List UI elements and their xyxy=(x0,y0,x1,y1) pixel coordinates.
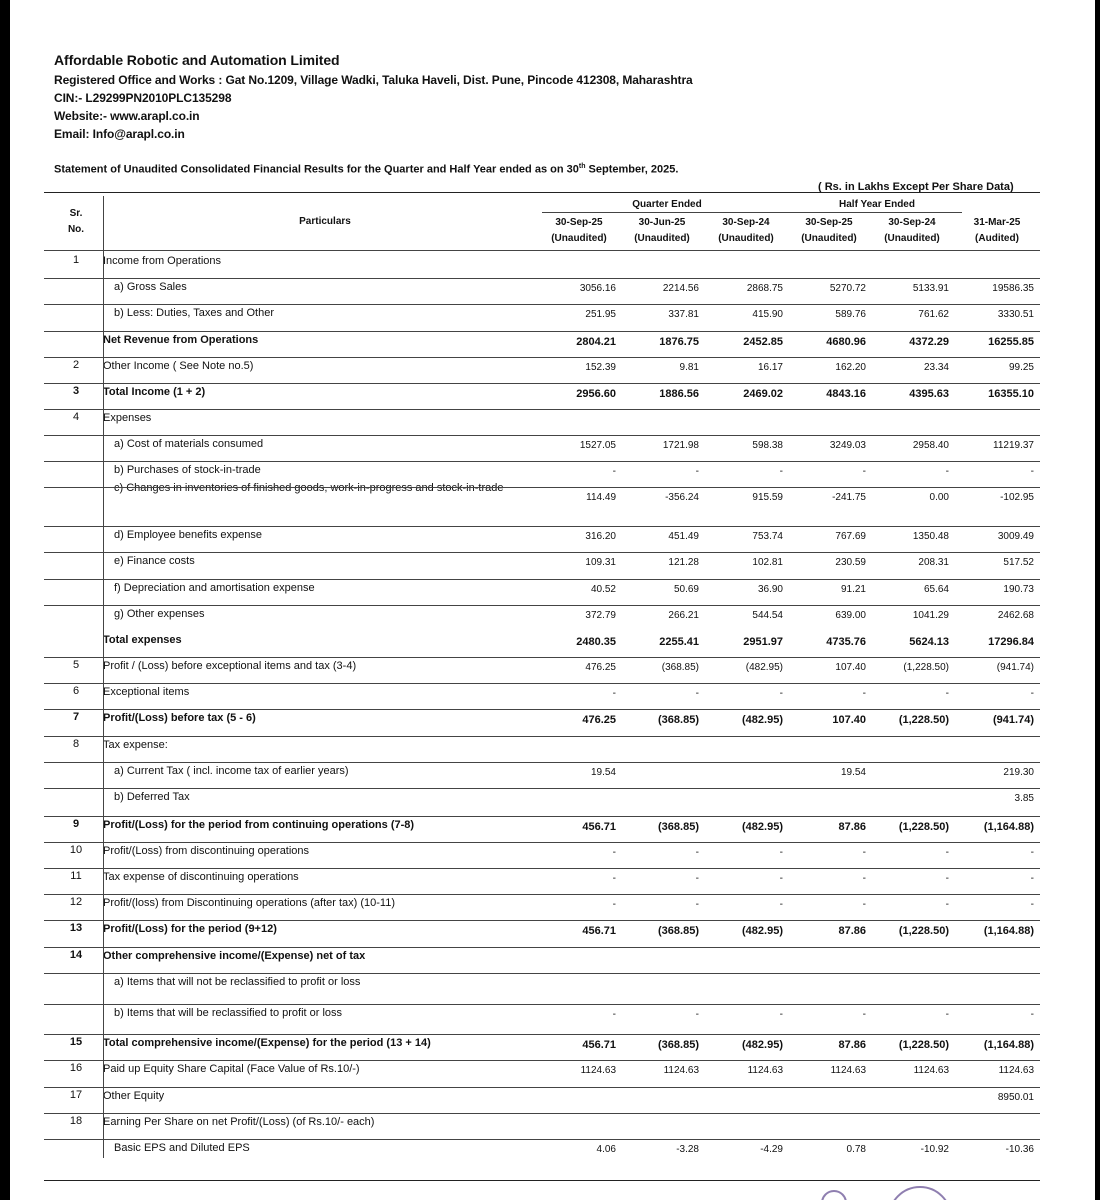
row-value-col-2: 451.49 xyxy=(668,531,699,542)
row-value-col-3: 2469.02 xyxy=(743,388,783,400)
column-header-5 xyxy=(869,215,955,247)
row-value-col-1: - xyxy=(612,466,616,477)
row-value-col-6: 17296.84 xyxy=(988,636,1034,648)
row-value-col-3: 16.17 xyxy=(757,362,783,373)
row-value-col-2: (368.85) xyxy=(658,821,699,833)
row-particulars: Total expenses xyxy=(103,634,182,646)
row-divider xyxy=(44,1004,1040,1005)
row-value-col-6: (1,164.88) xyxy=(983,821,1034,833)
column-header-status: (Unaudited) xyxy=(634,233,690,244)
row-value-col-2: - xyxy=(695,688,699,699)
row-value-col-1: 19.54 xyxy=(590,767,616,778)
row-value-col-5: 1124.63 xyxy=(913,1065,949,1076)
row-value-col-1: 456.71 xyxy=(582,821,616,833)
row-value-col-3: (482.95) xyxy=(745,662,783,673)
row-value-col-5: - xyxy=(945,688,949,699)
row-value-col-5: 1350.48 xyxy=(912,531,949,542)
row-value-col-2: 9.81 xyxy=(679,362,699,373)
row-particulars: b) Items that will be reclassified to profit or loss xyxy=(114,1007,343,1019)
row-value-col-3: (482.95) xyxy=(742,821,783,833)
row-divider xyxy=(44,605,1040,606)
row-value-col-4: - xyxy=(862,899,866,910)
statement-title: Statement of Unaudited Consolidated Financial Results for the Quarter and Half Year ended as on 30th September, 2025. xyxy=(54,163,679,176)
row-value-col-1: 2480.35 xyxy=(576,636,616,648)
row-particulars: Exceptional items xyxy=(103,686,190,698)
row-serial-number: 1 xyxy=(72,254,80,266)
row-value-col-1: - xyxy=(612,688,616,699)
sr-column-divider xyxy=(103,196,104,1158)
row-value-col-2: 337.81 xyxy=(668,309,699,320)
row-serial-number: 13 xyxy=(69,922,83,934)
row-divider xyxy=(44,435,1040,436)
row-value-col-3: 915.59 xyxy=(752,492,783,503)
row-divider xyxy=(44,1139,1040,1140)
row-value-col-3: - xyxy=(779,1009,783,1020)
row-divider xyxy=(44,357,1040,358)
row-value-col-1: 251.95 xyxy=(585,309,616,320)
row-value-col-4: - xyxy=(862,873,866,884)
row-value-col-2: - xyxy=(695,899,699,910)
row-divider xyxy=(44,304,1040,305)
row-particulars: g) Other expenses xyxy=(114,608,205,620)
row-particulars: Total comprehensive income/(Expense) for the period (13 + 14) xyxy=(103,1037,431,1049)
row-value-col-4: - xyxy=(862,847,866,858)
row-value-col-5: 4372.29 xyxy=(909,336,949,348)
row-divider xyxy=(44,709,1040,710)
header-bottom-rule xyxy=(44,250,1040,251)
row-value-col-3: 1124.63 xyxy=(747,1065,783,1076)
row-divider xyxy=(44,868,1040,869)
row-value-col-1: 456.71 xyxy=(582,925,616,937)
row-divider xyxy=(44,762,1040,763)
row-particulars: e) Finance costs xyxy=(114,555,195,567)
row-divider xyxy=(44,816,1040,817)
row-value-col-2: 2255.41 xyxy=(659,636,699,648)
row-value-col-5: - xyxy=(945,1009,949,1020)
row-divider xyxy=(44,894,1040,895)
row-serial-number: 10 xyxy=(69,844,83,856)
row-value-col-1: 2956.60 xyxy=(576,388,616,400)
row-value-col-3: (482.95) xyxy=(742,925,783,937)
row-value-col-6: 16255.85 xyxy=(988,336,1034,348)
quarter-ended-header: Quarter Ended xyxy=(632,199,702,210)
row-value-col-4: 107.40 xyxy=(835,662,866,673)
row-value-col-5: 23.34 xyxy=(923,362,949,373)
group-header-rule xyxy=(542,212,962,213)
column-header-6 xyxy=(954,215,1040,247)
row-serial-number: 4 xyxy=(72,411,80,423)
row-value-col-6: 190.73 xyxy=(1003,584,1034,595)
row-value-col-3: (482.95) xyxy=(742,714,783,726)
row-divider xyxy=(44,1113,1040,1114)
row-value-col-6: 8950.01 xyxy=(997,1092,1034,1103)
row-value-col-5: 65.64 xyxy=(923,584,949,595)
row-particulars: b) Less: Duties, Taxes and Other xyxy=(114,307,274,319)
column-header-date: 30-Sep-24 xyxy=(722,217,770,228)
row-value-col-1: 3056.16 xyxy=(579,283,616,294)
row-value-col-6: 517.52 xyxy=(1003,557,1034,568)
row-value-col-3: - xyxy=(779,899,783,910)
row-value-col-3: 36.90 xyxy=(757,584,783,595)
row-value-col-6: (941.74) xyxy=(996,662,1034,673)
row-particulars: Profit/(Loss) for the period (9+12) xyxy=(103,923,277,935)
row-particulars: Profit/(Loss) before tax (5 - 6) xyxy=(103,712,256,724)
particulars-header: Particulars xyxy=(299,216,351,227)
row-value-col-5: 0.00 xyxy=(929,492,949,503)
row-serial-number: 6 xyxy=(72,685,80,697)
row-value-col-5: 761.62 xyxy=(918,309,949,320)
row-value-col-6: - xyxy=(1030,1009,1034,1020)
row-value-col-3: - xyxy=(779,847,783,858)
row-particulars: Income from Operations xyxy=(103,255,221,267)
row-value-col-5: (1,228.50) xyxy=(903,662,949,673)
row-divider xyxy=(44,552,1040,553)
row-value-col-2: 2214.56 xyxy=(662,283,699,294)
row-value-col-3: 102.81 xyxy=(752,557,783,568)
row-value-col-4: 162.20 xyxy=(835,362,866,373)
row-value-col-1: 476.25 xyxy=(585,662,616,673)
row-serial-number: 14 xyxy=(69,949,83,961)
row-value-col-4: 3249.03 xyxy=(829,440,866,451)
website: Website:- www.arapl.co.in xyxy=(54,109,200,123)
row-value-col-3: -4.29 xyxy=(760,1144,783,1155)
row-serial-number: 8 xyxy=(72,738,80,750)
row-value-col-1: 2804.21 xyxy=(576,336,616,348)
row-value-col-4: - xyxy=(862,1009,866,1020)
row-particulars: Other Equity xyxy=(103,1090,165,1102)
row-serial-number: 3 xyxy=(72,385,80,397)
row-value-col-4: 230.59 xyxy=(835,557,866,568)
row-value-col-2: (368.85) xyxy=(658,1039,699,1051)
column-header-2 xyxy=(619,215,705,247)
row-value-col-1: - xyxy=(612,873,616,884)
row-particulars: c) Changes in inventories of finished goods, work-in-progress and stock-in-trade xyxy=(114,482,504,494)
row-value-col-6: 2462.68 xyxy=(997,610,1034,621)
row-value-col-5: - xyxy=(945,847,949,858)
row-value-col-2: (368.85) xyxy=(658,925,699,937)
row-divider xyxy=(44,526,1040,527)
column-header-1 xyxy=(536,215,622,247)
row-value-col-3: 2452.85 xyxy=(743,336,783,348)
row-value-col-4: 87.86 xyxy=(838,1039,866,1051)
row-value-col-4: 1124.63 xyxy=(830,1065,866,1076)
row-particulars: b) Deferred Tax xyxy=(114,791,190,803)
company-name: Affordable Robotic and Automation Limited xyxy=(54,52,340,68)
row-value-col-3: 753.74 xyxy=(752,531,783,542)
row-serial-number: 18 xyxy=(69,1115,83,1127)
column-header-date: 31-Mar-25 xyxy=(973,217,1021,228)
row-value-col-5: (1,228.50) xyxy=(898,821,949,833)
row-value-col-4: 107.40 xyxy=(832,714,866,726)
row-value-col-3: 598.38 xyxy=(752,440,783,451)
row-serial-number: 15 xyxy=(69,1036,83,1048)
row-value-col-4: - xyxy=(862,466,866,477)
row-particulars: b) Purchases of stock-in-trade xyxy=(114,464,261,476)
row-particulars: Profit / (Loss) before exceptional items and tax (3-4) xyxy=(103,660,357,672)
row-value-col-6: - xyxy=(1030,873,1034,884)
row-particulars: Basic EPS and Diluted EPS xyxy=(114,1142,250,1154)
column-header-date: 30-Sep-25 xyxy=(805,217,853,228)
row-value-col-6: - xyxy=(1030,847,1034,858)
email: Email: Info@arapl.co.in xyxy=(54,127,185,141)
row-value-col-5: 208.31 xyxy=(918,557,949,568)
row-value-col-4: 589.76 xyxy=(835,309,866,320)
row-value-col-3: 544.54 xyxy=(752,610,783,621)
row-value-col-2: - xyxy=(695,1009,699,1020)
row-value-col-6: 219.30 xyxy=(1003,767,1034,778)
row-value-col-6: 16355.10 xyxy=(988,388,1034,400)
row-value-col-5: 5133.91 xyxy=(912,283,949,294)
row-particulars: Paid up Equity Share Capital (Face Value of Rs.10/-) xyxy=(103,1063,360,1075)
table-bottom-rule xyxy=(44,1180,1040,1181)
column-header-status: (Unaudited) xyxy=(551,233,607,244)
row-value-col-4: - xyxy=(862,688,866,699)
column-header-date: 30-Jun-25 xyxy=(638,217,686,228)
row-divider xyxy=(44,842,1040,843)
row-particulars: Profit/(loss) from Discontinuing operations (after tax) (10-11) xyxy=(103,897,396,909)
row-value-col-2: 1721.98 xyxy=(662,440,699,451)
row-serial-number: 5 xyxy=(72,659,80,671)
row-value-col-3: 2868.75 xyxy=(746,283,783,294)
row-value-col-4: -241.75 xyxy=(832,492,866,503)
row-value-col-4: 91.21 xyxy=(840,584,866,595)
row-value-col-1: 4.06 xyxy=(596,1144,616,1155)
row-particulars: f) Depreciation and amortisation expense xyxy=(114,582,315,594)
row-particulars: Expenses xyxy=(103,412,152,424)
row-value-col-6: - xyxy=(1030,899,1034,910)
row-value-col-5: - xyxy=(945,899,949,910)
row-value-col-1: 476.25 xyxy=(582,714,616,726)
table-top-rule xyxy=(44,192,1040,193)
row-value-col-5: 1041.29 xyxy=(912,610,949,621)
row-divider xyxy=(44,788,1040,789)
row-value-col-5: (1,228.50) xyxy=(898,925,949,937)
row-particulars: Other comprehensive income/(Expense) net of tax xyxy=(103,950,366,962)
row-value-col-2: - xyxy=(695,847,699,858)
row-value-col-1: 114.49 xyxy=(586,492,616,503)
row-serial-number: 11 xyxy=(70,870,82,882)
row-particulars: Tax expense of discontinuing operations xyxy=(103,871,299,883)
row-value-col-6: 3009.49 xyxy=(997,531,1034,542)
row-value-col-2: 266.21 xyxy=(668,610,699,621)
row-value-col-4: 87.86 xyxy=(838,821,866,833)
row-value-col-4: 639.00 xyxy=(835,610,866,621)
row-value-col-6: (1,164.88) xyxy=(983,1039,1034,1051)
column-header-status: (Audited) xyxy=(975,233,1019,244)
column-header-status: (Unaudited) xyxy=(884,233,940,244)
row-value-col-6: -102.95 xyxy=(1000,492,1034,503)
row-value-col-2: 50.69 xyxy=(673,584,699,595)
row-divider xyxy=(44,736,1040,737)
row-value-col-3: - xyxy=(779,873,783,884)
row-value-col-2: - xyxy=(695,873,699,884)
row-value-col-5: 5624.13 xyxy=(909,636,949,648)
row-value-col-2: -3.28 xyxy=(676,1144,699,1155)
row-value-col-6: 3330.51 xyxy=(997,309,1034,320)
row-divider xyxy=(44,1087,1040,1088)
row-particulars: a) Cost of materials consumed xyxy=(114,438,264,450)
row-value-col-4: 4735.76 xyxy=(826,636,866,648)
row-value-col-6: 19586.35 xyxy=(992,283,1034,294)
row-value-col-3: - xyxy=(779,688,783,699)
row-value-col-4: 0.78 xyxy=(846,1144,866,1155)
row-value-col-6: - xyxy=(1030,688,1034,699)
column-header-3 xyxy=(703,215,789,247)
row-divider xyxy=(44,409,1040,410)
results-document xyxy=(10,0,1095,1200)
row-value-col-4: 87.86 xyxy=(838,925,866,937)
row-value-col-1: - xyxy=(612,847,616,858)
row-particulars: Profit/(Loss) from discontinuing operations xyxy=(103,845,310,857)
row-value-col-6: 3.85 xyxy=(1014,793,1034,804)
row-value-col-1: 40.52 xyxy=(590,584,616,595)
row-value-col-1: 1527.05 xyxy=(579,440,616,451)
row-particulars: Tax expense: xyxy=(103,739,168,751)
row-value-col-6: (1,164.88) xyxy=(983,925,1034,937)
company-seal xyxy=(888,1186,952,1200)
row-divider xyxy=(44,487,1040,488)
row-value-col-5: (1,228.50) xyxy=(898,714,949,726)
row-value-col-4: 4843.16 xyxy=(826,388,866,400)
column-header-date: 30-Sep-25 xyxy=(555,217,603,228)
column-header-date: 30-Sep-24 xyxy=(888,217,936,228)
row-serial-number: 7 xyxy=(72,711,80,723)
row-value-col-1: 456.71 xyxy=(582,1039,616,1051)
row-divider xyxy=(44,1060,1040,1061)
row-value-col-3: - xyxy=(779,466,783,477)
row-value-col-1: - xyxy=(612,1009,616,1020)
row-value-col-2: 1886.56 xyxy=(659,388,699,400)
row-value-col-5: -10.92 xyxy=(920,1144,949,1155)
row-value-col-2: 1876.75 xyxy=(659,336,699,348)
row-particulars: a) Current Tax ( incl. income tax of earlier years) xyxy=(114,765,349,777)
row-divider xyxy=(44,683,1040,684)
row-value-col-1: 152.39 xyxy=(585,362,616,373)
signature-mark xyxy=(821,1190,847,1200)
row-value-col-4: 767.69 xyxy=(835,531,866,542)
row-value-col-4: 19.54 xyxy=(840,767,866,778)
row-value-col-5: - xyxy=(945,466,949,477)
row-value-col-5: - xyxy=(945,873,949,884)
units-note: ( Rs. in Lakhs Except Per Share Data) xyxy=(818,181,1014,193)
row-value-col-6: (941.74) xyxy=(993,714,1034,726)
row-particulars: Profit/(Loss) for the period from continuing operations (7-8) xyxy=(103,819,415,831)
row-particulars: Other Income ( See Note no.5) xyxy=(103,360,254,372)
row-divider xyxy=(44,920,1040,921)
row-serial-number: 16 xyxy=(69,1062,83,1074)
row-particulars: Net Revenue from Operations xyxy=(103,334,259,346)
row-value-col-5: (1,228.50) xyxy=(898,1039,949,1051)
row-value-col-2: (368.85) xyxy=(658,714,699,726)
row-value-col-6: 11219.37 xyxy=(993,440,1034,451)
sr-header-line2: No. xyxy=(67,224,85,235)
row-serial-number: 12 xyxy=(69,896,83,908)
row-divider xyxy=(44,973,1040,974)
row-divider xyxy=(44,657,1040,658)
row-particulars: a) Items that will not be reclassified to profit or loss xyxy=(114,976,361,988)
row-value-col-3: (482.95) xyxy=(742,1039,783,1051)
row-divider xyxy=(44,579,1040,580)
row-value-col-1: 1124.63 xyxy=(580,1065,616,1076)
row-divider xyxy=(44,1034,1040,1035)
row-particulars: a) Gross Sales xyxy=(114,281,187,293)
row-particulars: d) Employee benefits expense xyxy=(114,529,262,541)
half-year-ended-header: Half Year Ended xyxy=(839,199,915,210)
row-divider xyxy=(44,278,1040,279)
row-serial-number: 2 xyxy=(72,359,80,371)
column-header-4 xyxy=(786,215,872,247)
row-value-col-2: (368.85) xyxy=(661,662,699,673)
row-value-col-3: 2951.97 xyxy=(743,636,783,648)
row-divider xyxy=(44,331,1040,332)
row-value-col-2: -356.24 xyxy=(665,492,699,503)
row-particulars: Total Income (1 + 2) xyxy=(103,386,206,398)
row-value-col-2: - xyxy=(695,466,699,477)
row-value-col-2: 1124.63 xyxy=(663,1065,699,1076)
row-particulars: Earning Per Share on net Profit/(Loss) (of Rs.10/- each) xyxy=(103,1116,375,1128)
row-value-col-6: 99.25 xyxy=(1008,362,1034,373)
row-value-col-1: 372.79 xyxy=(585,610,616,621)
cin-number: CIN:- L29299PN2010PLC135298 xyxy=(54,91,232,105)
row-value-col-1: 316.20 xyxy=(585,531,616,542)
row-value-col-6: -10.36 xyxy=(1005,1144,1034,1155)
row-value-col-2: 121.28 xyxy=(668,557,699,568)
row-divider xyxy=(44,383,1040,384)
column-header-status: (Unaudited) xyxy=(801,233,857,244)
row-serial-number: 17 xyxy=(69,1089,83,1101)
row-value-col-3: 415.90 xyxy=(752,309,783,320)
column-header-status: (Unaudited) xyxy=(718,233,774,244)
row-value-col-6: 1124.63 xyxy=(998,1065,1034,1076)
row-value-col-1: 109.31 xyxy=(585,557,616,568)
row-divider xyxy=(44,461,1040,462)
sr-header-line1: Sr. xyxy=(69,208,83,219)
row-value-col-1: - xyxy=(612,899,616,910)
row-value-col-6: - xyxy=(1030,466,1034,477)
row-serial-number: 9 xyxy=(72,818,80,830)
row-value-col-5: 4395.63 xyxy=(909,388,949,400)
registered-address: Registered Office and Works : Gat No.1209, Village Wadki, Taluka Haveli, Dist. Pune, Pincode 412308, Maharashtra xyxy=(54,73,693,87)
row-value-col-5: 2958.40 xyxy=(912,440,949,451)
row-divider xyxy=(44,947,1040,948)
row-value-col-4: 5270.72 xyxy=(829,283,866,294)
row-value-col-4: 4680.96 xyxy=(826,336,866,348)
